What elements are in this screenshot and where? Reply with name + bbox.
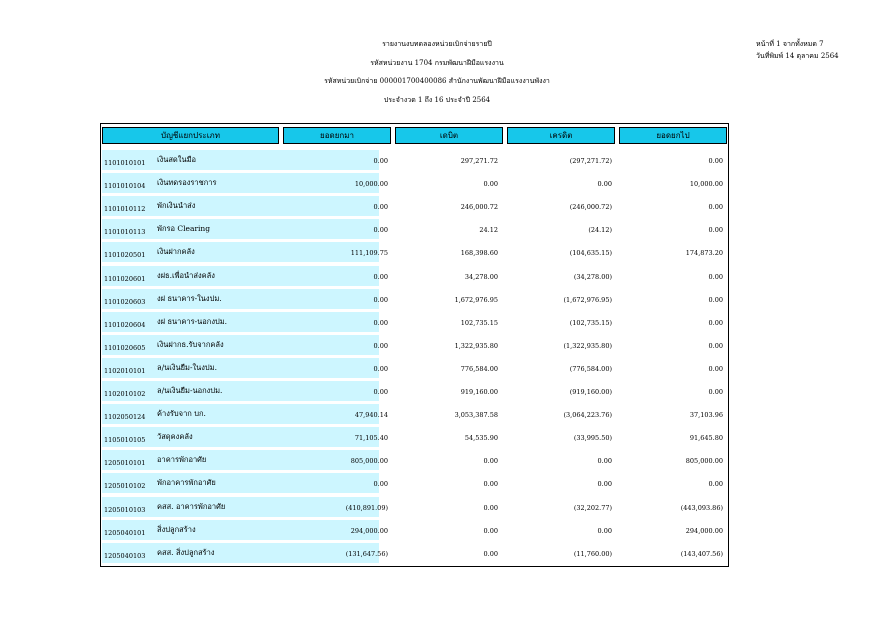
brought-forward-amount: 0.00 [373,295,388,304]
account-code: 1101020605 [104,343,146,352]
account-name: เงินฝากธ.รับจากคลัง [157,339,224,349]
account-name: ล/นเงินยืม-นอกงปม. [157,386,223,395]
account-code: 1205040103 [104,551,146,560]
account-name: คสส. สิ่งปลูกสร้าง [157,547,215,557]
credit-amount: 0.00 [597,457,612,466]
account-code: 1102050124 [104,413,146,422]
table-row [100,404,729,424]
account-code: 1105010105 [104,436,146,445]
table-row [100,450,729,470]
account-code: 1101010104 [104,182,146,191]
brought-forward-amount: 0.00 [373,480,388,489]
table-row [100,242,729,262]
account-name: งฝธ.เพื่อนำส่งคลัง [157,270,215,280]
credit-amount: (776,584.00) [569,364,612,373]
credit-amount: (297,271.72) [569,157,612,165]
period-line: ประจำงวด 1 ถึง 16 ประจำปี 2564 [383,96,491,104]
carried-forward-amount: 174,873.20 [685,249,723,258]
credit-amount: 0.00 [597,180,612,189]
account-name: คสส. อาคารพักอาศัย [157,501,226,511]
account-code: 1101010112 [104,205,146,214]
brought-forward-amount: 0.00 [373,203,388,212]
debit-amount: 168,398.60 [460,249,498,258]
account-code: 1101020604 [104,320,146,329]
table-row [100,266,729,286]
debit-amount: 297,271.72 [460,157,498,165]
table-row [100,150,729,170]
credit-amount: (1,672,976.95) [563,295,612,304]
account-name: อาคารพักอาศัย [157,455,207,465]
account-name: เงินทดรองราชการ [157,178,217,188]
account-code: 1101020601 [104,274,146,283]
debit-amount: 54,535.90 [464,434,498,443]
account-code: 1101020501 [104,251,146,260]
account-name: ล/นเงินยืม-ในงปม. [157,362,218,372]
carried-forward-amount: 0.00 [708,272,723,281]
account-name: เงินสดในมือ [157,155,197,164]
brought-forward-amount: 0.00 [373,341,388,350]
account-name: สิ่งปลูกสร้าง [157,524,196,534]
credit-amount: (104,635.15) [569,249,612,258]
brought-forward-amount: 111,109.75 [350,249,388,258]
brought-forward-amount: 71,105.40 [354,434,388,443]
debit-amount: 0.00 [483,549,498,558]
debit-amount: 919,160.00 [460,388,498,396]
table-row [100,335,729,355]
credit-amount: (102,735.15) [569,318,612,327]
account-name: พักเงินนำส่ง [157,201,196,211]
brought-forward-amount: (410,891.09) [345,503,388,512]
brought-forward-amount: 47,940.14 [354,411,388,420]
account-name: งฝ ธนาคาร-ในงปม. [157,293,222,303]
account-name: ค้างรับจาก บก. [157,409,206,419]
credit-amount: (3,064,223.76) [563,411,612,420]
agency-line: รหัสหน่วยงาน 1704 กรมพัฒนาฝีมือแรงงาน [370,59,504,67]
account-code: 1102010102 [104,390,146,398]
account-code: 1102010101 [104,366,146,375]
print-date: วันที่พิมพ์ 14 ตุลาคม 2564 [756,52,839,60]
unit-line: รหัสหน่วยเบิกจ่าย 000001700400086 สำนักงานพัฒนาฝีมือแรงงานพังงา [324,77,550,85]
carried-forward-amount: (143,407.56) [680,549,723,558]
account-code: 1205010102 [104,482,146,491]
account-name: พักอาคารพักอาศัย [157,478,216,488]
credit-amount: 0.00 [597,480,612,489]
carried-forward-amount: 10,000.00 [689,180,723,189]
carried-forward-amount: 0.00 [708,388,723,396]
table-row [100,289,729,309]
table-row [100,312,729,332]
page-number: หน้าที่ 1 จากทั้งหมด 7 [756,40,824,48]
table-row [100,427,729,447]
debit-amount: 34,278.00 [464,272,498,281]
carried-forward-amount: (443,093.86) [680,503,723,512]
column-header-account: บัญชีแยกประเภท [102,127,279,144]
credit-amount: (246,000.72) [569,203,612,212]
carried-forward-amount: 0.00 [708,318,723,327]
account-name: งฝ ธนาคาร-นอกงปม. [157,316,228,326]
debit-amount: 24.12 [479,226,498,235]
table-row [100,219,729,239]
brought-forward-amount: 10,000.00 [354,180,388,189]
debit-amount: 0.00 [483,457,498,466]
brought-forward-amount: (131,647.56) [345,549,388,558]
account-name: พักรอ Clearing [157,224,211,234]
table-row [100,173,729,193]
account-code: 1101020603 [104,297,146,306]
carried-forward-amount: 0.00 [708,364,723,373]
brought-forward-amount: 0.00 [373,388,388,396]
account-name: วัสดุคงคลัง [157,432,193,442]
table-row [100,381,729,401]
credit-amount: (919,160.00) [569,388,612,396]
carried-forward-amount: 805,000.00 [685,457,723,466]
table-row [100,520,729,540]
carried-forward-amount: 37,103.96 [689,411,723,420]
column-header-brought-forward: ยอดยกมา [283,127,391,144]
table-row [100,473,729,493]
column-header-credit: เครดิต [507,127,615,144]
credit-amount: (33,995.50) [573,434,612,443]
credit-amount: (24.12) [588,226,612,235]
account-code: 1101010101 [104,159,146,167]
brought-forward-amount: 0.00 [373,364,388,373]
debit-amount: 0.00 [483,503,498,512]
column-header-carried-forward: ยอดยกไป [619,127,727,144]
column-header-debit: เดบิต [395,127,503,144]
credit-amount: (34,278.00) [573,272,612,281]
debit-amount: 246,000.72 [460,203,498,212]
credit-amount: (32,202.77) [573,503,612,512]
carried-forward-amount: 294,000.00 [685,526,723,535]
account-code: 1205010103 [104,505,146,514]
brought-forward-amount: 0.00 [373,157,388,165]
carried-forward-amount: 0.00 [708,341,723,350]
table-row [100,543,729,563]
debit-amount: 1,322,935.80 [454,341,498,350]
debit-amount: 3,053,387.58 [454,411,498,420]
brought-forward-amount: 0.00 [373,318,388,327]
brought-forward-amount: 805,000.00 [350,457,388,466]
account-name: เงินฝากคลัง [157,247,195,257]
account-code: 1205040101 [104,528,146,537]
credit-amount: 0.00 [597,526,612,535]
credit-amount: (11,760.00) [573,549,612,558]
brought-forward-amount: 0.00 [373,272,388,281]
table-row [100,358,729,378]
debit-amount: 776,584.00 [460,364,498,373]
credit-amount: (1,322,935.80) [563,341,612,350]
carried-forward-amount: 0.00 [708,157,723,165]
carried-forward-amount: 0.00 [708,295,723,304]
debit-amount: 0.00 [483,526,498,535]
carried-forward-amount: 0.00 [708,226,723,235]
account-code: 1205010101 [104,459,146,468]
table-row [100,196,729,216]
debit-amount: 1,672,976.95 [454,295,498,304]
debit-amount: 0.00 [483,180,498,189]
carried-forward-amount: 91,645.80 [689,434,723,443]
brought-forward-amount: 294,000.00 [350,526,388,535]
account-code: 1101010113 [104,228,146,237]
carried-forward-amount: 0.00 [708,480,723,489]
debit-amount: 102,735.15 [460,318,498,327]
debit-amount: 0.00 [483,480,498,489]
table-row [100,497,729,517]
carried-forward-amount: 0.00 [708,203,723,212]
brought-forward-amount: 0.00 [373,226,388,235]
report-title: รายงานงบทดลองหน่วยเบิกจ่ายรายปี [382,40,492,48]
